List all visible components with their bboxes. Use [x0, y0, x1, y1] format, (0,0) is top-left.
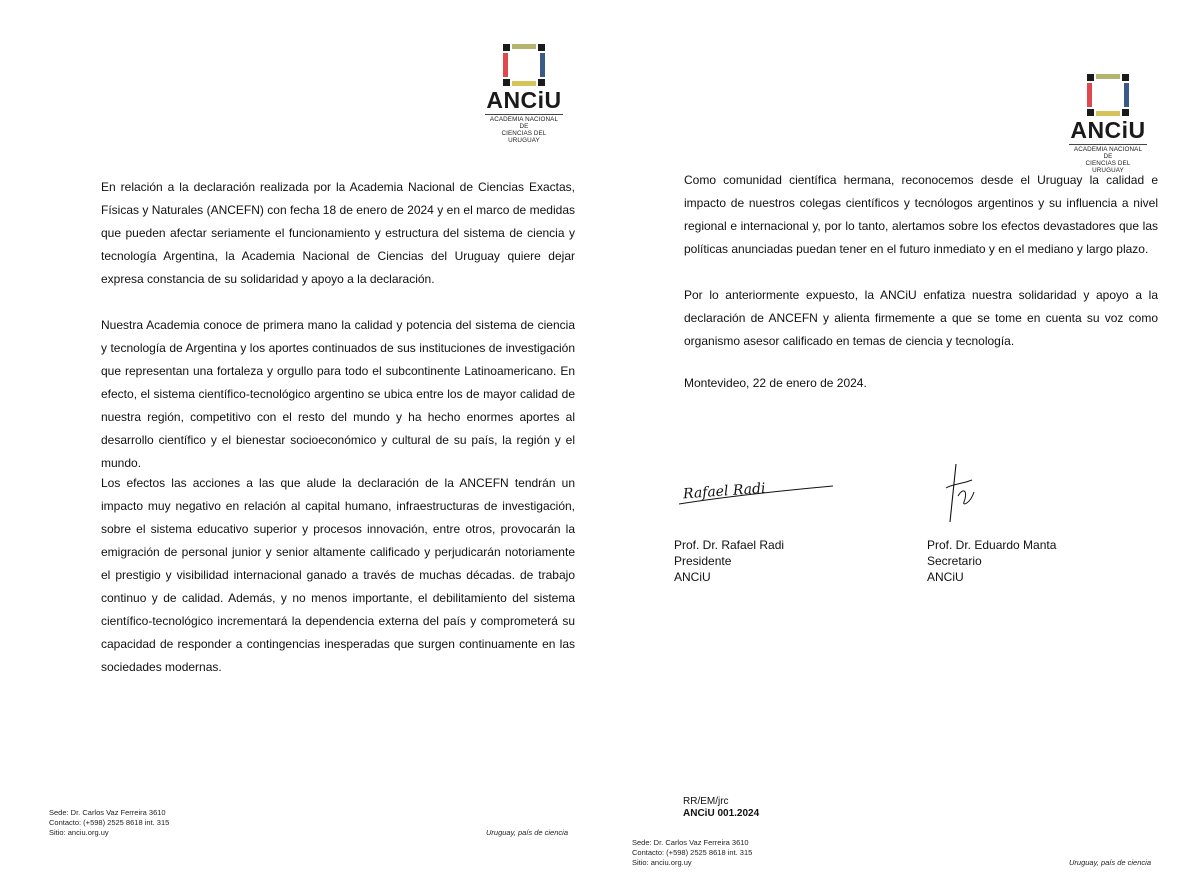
footer-site: Sitio: anciu.org.uy — [632, 858, 692, 867]
signature-block-president — [674, 537, 784, 585]
signature-radi-text: Rafael Radi — [682, 480, 767, 503]
right-page — [592, 0, 1183, 878]
signer-role: Secretario — [927, 554, 982, 568]
logo-subtitle — [485, 114, 563, 144]
signer-org: ANCiU — [674, 570, 711, 584]
footer-contact — [632, 838, 752, 868]
signature-manta — [938, 462, 984, 526]
anciu-logo — [1066, 74, 1150, 174]
footer-phone: Contacto: (+598) 2525 8618 int. 315 — [49, 818, 170, 827]
paragraph-4: Como comunidad científica hermana, reconocemos desde el Uruguay la calidad e impacto de nuestros colegas científicos y tecnólogos argentinos y su influencia a nivel regional e internacional y, por lo tanto, alertamos sobre los efectos devastadores que las políticas anunciadas puedan tener en el futuro inmediato y en el mediano y largo plazo. — [684, 173, 1158, 256]
signature-block-secretary — [927, 537, 1056, 585]
reference-code: ANCiU 001.2024 — [683, 808, 760, 819]
logo-wordmark: ANCiU — [486, 87, 562, 113]
anciu-logo-mark — [503, 44, 545, 86]
signer-name: Prof. Dr. Eduardo Manta — [927, 538, 1057, 552]
footer-tagline: Uruguay, país de ciencia — [1069, 858, 1151, 867]
signer-name: Prof. Dr. Rafael Radi — [674, 538, 785, 552]
signer-org: ANCiU — [927, 570, 964, 584]
paragraph-3: Los efectos las acciones a las que alude la declaración de la ANCEFN tendrán un impacto muy negativo en relación al capital humano, infraestructuras de investigación, sobre el sistema educativo superior y procesos innovación, entre otros, provocarán la emigración de personal junior y senior altamente calificado y perjudicarán notoriamente el prestigio y visibilidad internacional ganado a través de muchas décadas. de trabajo continuo y de calidad. Además, y no menos importante, el debilitamiento del sistema científico-tecnológico incrementará la dependencia externa del país y comprometerá su capacidad de responder a contingencias inesperadas que surgen continuamente en las sociedades modernas. — [101, 476, 575, 674]
logo-subtitle-line2: CIENCIAS DEL URUGUAY — [1085, 160, 1131, 174]
footer-phone: Contacto: (+598) 2525 8618 int. 315 — [632, 848, 753, 857]
reference-block — [683, 796, 759, 820]
anciu-logo-mark — [1087, 74, 1129, 116]
logo-subtitle-line2: CIENCIAS DEL URUGUAY — [501, 130, 547, 144]
logo-subtitle-line1: ACADEMIA NACIONAL DE — [1073, 146, 1143, 160]
signature-radi — [677, 470, 837, 510]
footer-contact — [49, 808, 169, 838]
footer-tagline: Uruguay, país de ciencia — [486, 828, 568, 837]
paragraph-2: Nuestra Academia conoce de primera mano la calidad y potencia del sistema de ciencia y tecnología de Argentina y los aportes continuados de sus instituciones de investigación que representan una fortaleza y orgullo para todo el subcontinente Latinoamericano. En efecto, el sistema científico-tecnológico argentino se ubica entre los de mayor calidad de nuestra región, competitivo con el resto del mundo y ha hecho enormes aportes al desarrollo científico y el bienestar socioeconómico y cultural de su país, la región y el mundo. — [101, 318, 575, 470]
signer-role: Presidente — [674, 554, 732, 568]
footer-address: Sede: Dr. Carlos Vaz Ferreira 3610 — [632, 838, 749, 847]
reference-initials: RR/EM/jrc — [683, 796, 729, 807]
paragraph-1: En relación a la declaración realizada por la Academia Nacional de Ciencias Exactas, Físicas y Naturales (ANCEFN) con fecha 18 de enero de 2024 y en el marco de medidas que pueden afectar seriamente el funcionamiento y estructura del sistema de ciencia y tecnología Argentina, la Academia Nacional de Ciencias del Uruguay quiere dejar expresa constancia de su solidaridad y apoyo a la declaración. — [101, 180, 575, 286]
footer-address: Sede: Dr. Carlos Vaz Ferreira 3610 — [49, 808, 166, 817]
logo-wordmark: ANCiU — [1070, 117, 1146, 143]
anciu-logo — [482, 44, 566, 144]
logo-subtitle-line1: ACADEMIA NACIONAL DE — [489, 116, 559, 130]
footer-site: Sitio: anciu.org.uy — [49, 828, 109, 837]
paragraph-5: Por lo anteriormente expuesto, la ANCiU enfatiza nuestra solidaridad y apoyo a la declaración de ANCEFN y alienta firmemente a que se tome en cuenta su voz como organismo asesor calificado en temas de ciencia y tecnología. — [684, 288, 1158, 348]
date-line: Montevideo, 22 de enero de 2024. — [684, 376, 867, 390]
